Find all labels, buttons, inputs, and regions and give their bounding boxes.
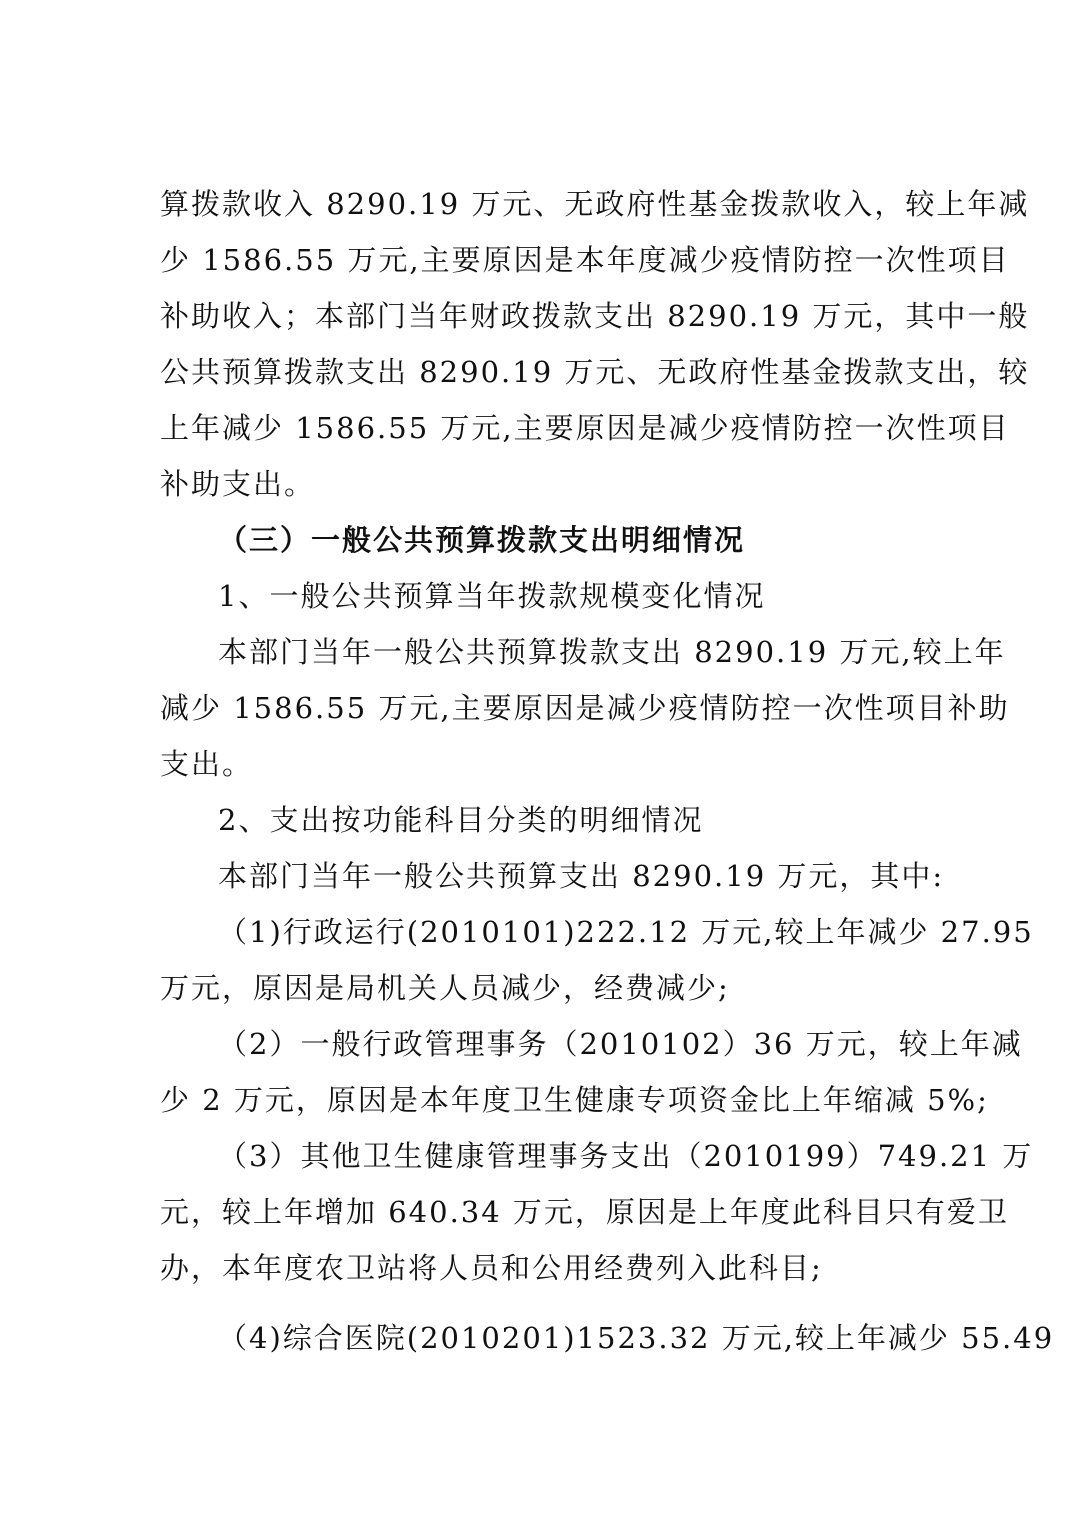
list-item-line: （3）其他卫生健康管理事务支出（2010199）749.21 万	[218, 1139, 1034, 1173]
subsection-heading: 2、支出按功能科目分类的明细情况	[218, 803, 704, 837]
paragraph-line: 上年减少 1586.55 万元,主要原因是减少疫情防控一次性项目	[160, 411, 1010, 445]
list-item-line: （1)行政运行(2010101)222.12 万元,较上年减少 27.95	[218, 915, 1034, 949]
paragraph-line: 减少 1586.55 万元,主要原因是减少疫情防控一次性项目补助	[160, 691, 1010, 725]
paragraph-line: 公共预算拨款支出 8290.19 万元、无政府性基金拨款支出，较	[160, 355, 1030, 389]
list-item-line: 万元，原因是局机关人员减少，经费减少;	[160, 971, 730, 1005]
paragraph-line: 本部门当年一般公共预算拨款支出 8290.19 万元,较上年	[218, 635, 1006, 669]
paragraph-line: 算拨款收入 8290.19 万元、无政府性基金拨款收入，较上年减	[160, 187, 1030, 221]
list-item-line: （4)综合医院(2010201)1523.32 万元,较上年减少 55.49	[218, 1321, 1055, 1355]
section-heading: （三）一般公共预算拨款支出明细情况	[218, 523, 746, 557]
paragraph-line: 少 1586.55 万元,主要原因是本年度减少疫情防控一次性项目	[160, 243, 1010, 277]
paragraph-line: 补助收入；本部门当年财政拨款支出 8290.19 万元，其中一般	[160, 299, 1030, 333]
list-item-line: 元，较上年增加 640.34 万元，原因是上年度此科目只有爱卫	[160, 1195, 1009, 1229]
paragraph-line: 补助支出。	[160, 467, 316, 501]
list-item-line: 办，本年度农卫站将人员和公用经费列入此科目;	[160, 1251, 823, 1285]
list-item-line: 少 2 万元，原因是本年度卫生健康专项资金比上年缩减 5%;	[160, 1083, 989, 1117]
list-item-line: （2）一般行政管理事务（2010102）36 万元，较上年减	[218, 1027, 1023, 1061]
paragraph-line: 支出。	[160, 747, 254, 781]
paragraph-line: 本部门当年一般公共预算支出 8290.19 万元，其中:	[218, 859, 945, 893]
subsection-heading: 1、一般公共预算当年拨款规模变化情况	[218, 579, 766, 613]
